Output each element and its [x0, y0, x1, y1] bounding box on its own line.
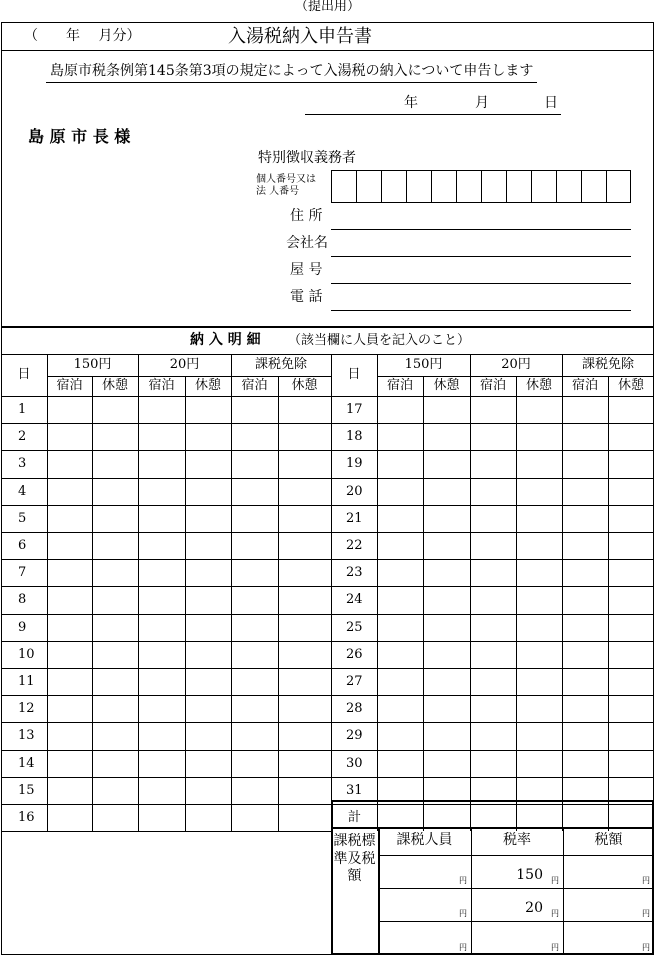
- entry-cell[interactable]: [139, 479, 184, 504]
- entry-cell[interactable]: [279, 778, 330, 803]
- right-day-number: 26: [346, 647, 363, 662]
- entry-cell[interactable]: [139, 805, 184, 830]
- entry-cell[interactable]: [93, 696, 137, 721]
- entry-cell[interactable]: [232, 751, 277, 776]
- entry-cell[interactable]: [139, 424, 184, 449]
- entry-cell[interactable]: [517, 587, 561, 612]
- entry-cell[interactable]: [232, 533, 277, 558]
- yen-unit: 円: [551, 943, 559, 952]
- entry-cell[interactable]: [279, 805, 330, 830]
- entry-cell[interactable]: [609, 451, 653, 476]
- entry-cell[interactable]: [563, 424, 607, 449]
- entry-cell[interactable]: [93, 587, 137, 612]
- entry-cell[interactable]: [93, 533, 137, 558]
- id-cell-divider: [356, 170, 357, 203]
- yen-unit: 円: [642, 943, 650, 952]
- entry-cell[interactable]: [563, 723, 607, 748]
- right-day-number: 21: [346, 511, 363, 526]
- right-day-number: 24: [346, 592, 363, 607]
- right-group-exempt-stay-header: 宿泊: [571, 378, 598, 393]
- date-year: 年: [404, 95, 418, 111]
- entry-cell[interactable]: [48, 696, 91, 721]
- tax-rate-value: 150: [516, 867, 543, 883]
- entry-cell[interactable]: [424, 424, 469, 449]
- entry-cell[interactable]: [93, 642, 137, 667]
- entry-cell[interactable]: [48, 506, 91, 531]
- entry-cell[interactable]: [471, 723, 515, 748]
- entry-cell[interactable]: [186, 615, 230, 640]
- yen-unit: 円: [459, 943, 467, 952]
- summary-persons-cell[interactable]: [380, 857, 469, 886]
- entry-cell[interactable]: [517, 615, 561, 640]
- entry-cell[interactable]: [471, 642, 515, 667]
- entry-cell[interactable]: [471, 397, 515, 422]
- entry-cell[interactable]: [424, 560, 469, 585]
- summary-amount-header: 税額: [594, 832, 623, 848]
- entry-cell[interactable]: [93, 424, 137, 449]
- left-day-number: 14: [18, 756, 35, 771]
- entry-cell[interactable]: [93, 397, 137, 422]
- entry-cell[interactable]: [563, 560, 607, 585]
- right-day-number: 19: [346, 456, 363, 471]
- right-group-exempt-header: 課税免除: [581, 357, 634, 372]
- phone-field[interactable]: [331, 310, 631, 311]
- entry-cell[interactable]: [424, 723, 469, 748]
- entry-cell[interactable]: [48, 805, 91, 830]
- id-cell-divider: [531, 170, 532, 203]
- id-cell-divider: [506, 170, 507, 203]
- entry-cell[interactable]: [48, 479, 91, 504]
- entry-cell[interactable]: [48, 751, 91, 776]
- summary-amount-cell[interactable]: [565, 923, 652, 953]
- entry-cell[interactable]: [232, 397, 277, 422]
- entry-cell[interactable]: [186, 587, 230, 612]
- entry-cell[interactable]: [563, 751, 607, 776]
- entry-cell[interactable]: [232, 506, 277, 531]
- entry-cell[interactable]: [232, 723, 277, 748]
- entry-cell[interactable]: [232, 479, 277, 504]
- entry-cell[interactable]: [471, 751, 515, 776]
- entry-cell[interactable]: [93, 506, 137, 531]
- entry-cell[interactable]: [378, 533, 422, 558]
- entry-cell[interactable]: [232, 805, 277, 830]
- entry-cell[interactable]: [424, 642, 469, 667]
- left-group-exempt-header: 課税免除: [254, 357, 307, 372]
- entry-cell[interactable]: [609, 587, 653, 612]
- entry-cell[interactable]: [139, 723, 184, 748]
- summary-rate-cell[interactable]: [473, 923, 561, 953]
- entry-cell[interactable]: [563, 533, 607, 558]
- id-cell-divider: [456, 170, 457, 203]
- entry-cell[interactable]: [48, 560, 91, 585]
- entry-cell[interactable]: [471, 587, 515, 612]
- entry-cell[interactable]: [48, 615, 91, 640]
- entry-cell[interactable]: [186, 751, 230, 776]
- entry-cell[interactable]: [563, 615, 607, 640]
- right-day-number: 25: [346, 620, 363, 635]
- entry-cell[interactable]: [186, 560, 230, 585]
- entry-cell[interactable]: [517, 506, 561, 531]
- company-label: 会社名: [286, 235, 328, 251]
- entry-cell[interactable]: [186, 479, 230, 504]
- entry-cell[interactable]: [424, 587, 469, 612]
- entry-cell[interactable]: [378, 587, 422, 612]
- left-day-number: 10: [18, 647, 35, 662]
- right-day-number: 30: [346, 756, 363, 771]
- entry-cell[interactable]: [186, 506, 230, 531]
- left-day-number: 16: [18, 810, 35, 825]
- submit-label: （提出用）: [294, 0, 360, 14]
- summary-side-label: 課税標準及税額: [333, 833, 376, 884]
- summary-amount-cell[interactable]: [565, 857, 652, 886]
- entry-cell[interactable]: [186, 424, 230, 449]
- entry-cell[interactable]: [471, 506, 515, 531]
- entry-cell[interactable]: [93, 723, 137, 748]
- entry-cell[interactable]: [609, 723, 653, 748]
- entry-cell[interactable]: [232, 560, 277, 585]
- id-cell-divider: [431, 170, 432, 203]
- address-label: 住 所: [290, 208, 323, 224]
- entry-cell[interactable]: [378, 723, 422, 748]
- entry-cell[interactable]: [609, 669, 653, 694]
- yen-unit: 円: [642, 876, 650, 885]
- entry-cell[interactable]: [471, 615, 515, 640]
- entry-cell[interactable]: [279, 479, 330, 504]
- entry-cell[interactable]: [48, 642, 91, 667]
- entry-cell[interactable]: [48, 533, 91, 558]
- entry-cell[interactable]: [279, 587, 330, 612]
- entry-cell[interactable]: [48, 397, 91, 422]
- yen-unit: 円: [642, 909, 650, 918]
- entry-cell[interactable]: [563, 696, 607, 721]
- shop-field[interactable]: [331, 283, 631, 284]
- entry-cell[interactable]: [378, 451, 422, 476]
- left-group-exempt-stay-header: 宿泊: [241, 378, 268, 393]
- obligor-label: 特別徴収義務者: [258, 150, 356, 166]
- summary-amount-cell[interactable]: [565, 890, 652, 919]
- entry-cell[interactable]: [93, 751, 137, 776]
- tax-rate-value: 20: [525, 900, 543, 916]
- entry-cell[interactable]: [609, 560, 653, 585]
- entry-cell[interactable]: [517, 560, 561, 585]
- date-field[interactable]: [305, 114, 561, 115]
- entry-cell[interactable]: [48, 723, 91, 748]
- entry-cell[interactable]: [279, 533, 330, 558]
- entry-cell[interactable]: [424, 669, 469, 694]
- entry-cell[interactable]: [139, 397, 184, 422]
- phone-label: 電 話: [290, 289, 323, 305]
- summary-persons-cell[interactable]: [380, 923, 469, 953]
- entry-cell[interactable]: [424, 451, 469, 476]
- summary-rate-header: 税率: [503, 832, 531, 848]
- left-group-150-stay-header: 宿泊: [56, 378, 83, 393]
- entry-cell[interactable]: [279, 506, 330, 531]
- entry-cell[interactable]: [93, 805, 137, 830]
- id-cell-divider: [581, 170, 582, 203]
- entry-cell[interactable]: [378, 669, 422, 694]
- entry-cell[interactable]: [563, 587, 607, 612]
- period-label: （ 年 月分）: [24, 28, 141, 44]
- total-label: 計: [348, 810, 362, 825]
- entry-cell[interactable]: [517, 669, 561, 694]
- right-group-20-stay-header: 宿泊: [479, 378, 506, 393]
- entry-cell[interactable]: [471, 451, 515, 476]
- left-day-number: 9: [18, 620, 27, 635]
- entry-cell[interactable]: [517, 451, 561, 476]
- detail-title: 納 入 明 細: [190, 332, 261, 348]
- right-day-number: 23: [346, 565, 363, 580]
- entry-cell[interactable]: [378, 696, 422, 721]
- entry-cell[interactable]: [424, 696, 469, 721]
- entry-cell[interactable]: [232, 696, 277, 721]
- entry-cell[interactable]: [186, 778, 230, 803]
- yen-unit: 円: [459, 876, 467, 885]
- entry-cell[interactable]: [279, 560, 330, 585]
- entry-cell[interactable]: [139, 587, 184, 612]
- right-day-number: 18: [346, 429, 363, 444]
- entry-cell[interactable]: [471, 424, 515, 449]
- left-group-20-rest-header: 休憩: [194, 378, 221, 393]
- entry-cell[interactable]: [139, 751, 184, 776]
- entry-cell[interactable]: [609, 696, 653, 721]
- entry-cell[interactable]: [93, 778, 137, 803]
- entry-cell[interactable]: [563, 506, 607, 531]
- entry-cell[interactable]: [378, 642, 422, 667]
- id-cell-divider: [481, 170, 482, 203]
- entry-cell[interactable]: [139, 669, 184, 694]
- entry-cell[interactable]: [279, 696, 330, 721]
- entry-cell[interactable]: [139, 642, 184, 667]
- entry-cell[interactable]: [517, 397, 561, 422]
- entry-cell[interactable]: [139, 451, 184, 476]
- entry-cell[interactable]: [93, 615, 137, 640]
- entry-cell[interactable]: [93, 451, 137, 476]
- right-group-exempt-rest-header: 休憩: [617, 378, 644, 393]
- entry-cell[interactable]: [139, 778, 184, 803]
- entry-cell[interactable]: [424, 615, 469, 640]
- entry-cell[interactable]: [378, 560, 422, 585]
- entry-cell[interactable]: [93, 479, 137, 504]
- entry-cell[interactable]: [279, 615, 330, 640]
- entry-cell[interactable]: [517, 751, 561, 776]
- entry-cell[interactable]: [517, 479, 561, 504]
- entry-cell[interactable]: [563, 642, 607, 667]
- entry-cell[interactable]: [232, 669, 277, 694]
- left-group-exempt-rest-header: 休憩: [291, 378, 318, 393]
- left-day-number: 7: [18, 565, 27, 580]
- entry-cell[interactable]: [609, 424, 653, 449]
- entry-cell[interactable]: [232, 451, 277, 476]
- entry-cell[interactable]: [378, 479, 422, 504]
- id-label-line1: 個人番号又は: [256, 174, 316, 185]
- entry-cell[interactable]: [139, 560, 184, 585]
- entry-cell[interactable]: [279, 397, 330, 422]
- right-group-150-rest-header: 休憩: [433, 378, 460, 393]
- entry-cell[interactable]: [279, 424, 330, 449]
- yen-unit: 円: [459, 909, 467, 918]
- entry-cell[interactable]: [232, 778, 277, 803]
- entry-cell[interactable]: [563, 669, 607, 694]
- left-day-number: 12: [18, 701, 35, 716]
- entry-cell[interactable]: [186, 696, 230, 721]
- entry-cell[interactable]: [563, 397, 607, 422]
- entry-cell[interactable]: [517, 424, 561, 449]
- yen-unit: 円: [551, 876, 559, 885]
- id-cell-divider: [556, 170, 557, 203]
- id-cell-divider: [406, 170, 407, 203]
- entry-cell[interactable]: [232, 587, 277, 612]
- right-day-number: 22: [346, 538, 363, 553]
- entry-cell[interactable]: [378, 506, 422, 531]
- entry-cell[interactable]: [232, 642, 277, 667]
- detail-note: （該当欄に人員を記入のこと）: [288, 333, 471, 348]
- right-group-150-stay-header: 宿泊: [386, 378, 413, 393]
- left-day-number: 6: [18, 538, 27, 553]
- left-day-number: 5: [18, 511, 27, 526]
- right-group-20-rest-header: 休憩: [525, 378, 552, 393]
- entry-cell[interactable]: [186, 723, 230, 748]
- entry-cell[interactable]: [471, 479, 515, 504]
- entry-cell[interactable]: [378, 397, 422, 422]
- entry-cell[interactable]: [517, 723, 561, 748]
- entry-cell[interactable]: [279, 451, 330, 476]
- right-day-header: 日: [347, 367, 361, 382]
- summary-persons-header: 課税人員: [396, 832, 453, 848]
- id-cell-divider: [606, 170, 607, 203]
- shop-label: 屋 号: [290, 262, 323, 278]
- left-day-number: 11: [18, 674, 35, 689]
- entry-cell[interactable]: [471, 533, 515, 558]
- entry-cell[interactable]: [517, 533, 561, 558]
- entry-cell[interactable]: [517, 642, 561, 667]
- left-day-number: 8: [18, 592, 27, 607]
- entry-cell[interactable]: [563, 451, 607, 476]
- entry-cell[interactable]: [609, 751, 653, 776]
- entry-cell[interactable]: [424, 533, 469, 558]
- right-group-150-header: 150円: [404, 357, 443, 372]
- entry-cell[interactable]: [424, 397, 469, 422]
- yen-unit: 円: [551, 909, 559, 918]
- entry-cell[interactable]: [279, 751, 330, 776]
- addressee: 島 原 市 長 様: [28, 127, 131, 146]
- entry-cell[interactable]: [139, 615, 184, 640]
- entry-cell[interactable]: [186, 451, 230, 476]
- entry-cell[interactable]: [186, 642, 230, 667]
- entry-cell[interactable]: [609, 615, 653, 640]
- right-day-number: 17: [346, 402, 363, 417]
- entry-cell[interactable]: [471, 696, 515, 721]
- entry-cell[interactable]: [48, 587, 91, 612]
- entry-cell[interactable]: [93, 669, 137, 694]
- company-field[interactable]: [331, 256, 631, 257]
- entry-cell[interactable]: [609, 397, 653, 422]
- left-day-header: 日: [17, 367, 31, 382]
- entry-cell[interactable]: [139, 506, 184, 531]
- address-field[interactable]: [331, 229, 631, 230]
- entry-cell[interactable]: [563, 479, 607, 504]
- right-day-number: 29: [346, 728, 363, 743]
- left-day-number: 4: [18, 484, 27, 499]
- left-day-number: 1: [18, 402, 27, 417]
- left-group-150-rest-header: 休憩: [101, 378, 128, 393]
- entry-cell[interactable]: [48, 669, 91, 694]
- entry-cell[interactable]: [139, 696, 184, 721]
- right-day-number: 20: [346, 484, 363, 499]
- entry-cell[interactable]: [186, 533, 230, 558]
- entry-cell[interactable]: [186, 397, 230, 422]
- left-day-number: 2: [18, 429, 27, 444]
- entry-cell[interactable]: [378, 751, 422, 776]
- entry-cell[interactable]: [186, 805, 230, 830]
- right-day-number: 28: [346, 701, 363, 716]
- right-day-number: 27: [346, 674, 363, 689]
- entry-cell[interactable]: [424, 751, 469, 776]
- entry-cell[interactable]: [378, 615, 422, 640]
- left-group-20-stay-header: 宿泊: [148, 378, 175, 393]
- entry-cell[interactable]: [609, 506, 653, 531]
- entry-cell[interactable]: [48, 424, 91, 449]
- id-label-line2: 法 人番号: [256, 186, 300, 197]
- left-day-number: 13: [18, 728, 35, 743]
- entry-cell[interactable]: [48, 451, 91, 476]
- entry-cell[interactable]: [279, 669, 330, 694]
- entry-cell[interactable]: [232, 615, 277, 640]
- entry-cell[interactable]: [93, 560, 137, 585]
- entry-cell[interactable]: [232, 424, 277, 449]
- entry-cell[interactable]: [279, 723, 330, 748]
- date-month: 月: [475, 95, 489, 111]
- entry-cell[interactable]: [378, 424, 422, 449]
- entry-cell[interactable]: [424, 479, 469, 504]
- entry-cell[interactable]: [609, 642, 653, 667]
- left-group-150-header: 150円: [73, 357, 112, 372]
- entry-cell[interactable]: [471, 669, 515, 694]
- left-day-number: 15: [18, 783, 35, 798]
- left-group-20-header: 20円: [169, 357, 200, 372]
- form-title: 入湯税納入申告書: [228, 26, 372, 47]
- declaration-statement: 島原市税条例第145条第3項の規定によって入湯税の納入について申告します: [50, 63, 534, 79]
- entry-cell[interactable]: [609, 533, 653, 558]
- summary-persons-cell[interactable]: [380, 890, 469, 919]
- entry-cell[interactable]: [471, 560, 515, 585]
- entry-cell[interactable]: [517, 696, 561, 721]
- left-day-number: 3: [18, 456, 27, 471]
- date-day: 日: [544, 95, 558, 111]
- entry-cell[interactable]: [139, 533, 184, 558]
- entry-cell[interactable]: [279, 642, 330, 667]
- right-group-20-header: 20円: [501, 357, 531, 372]
- id-cell-divider: [381, 170, 382, 203]
- entry-cell[interactable]: [48, 778, 91, 803]
- entry-cell[interactable]: [186, 669, 230, 694]
- entry-cell[interactable]: [609, 479, 653, 504]
- entry-cell[interactable]: [424, 506, 469, 531]
- right-day-number: 31: [346, 783, 363, 798]
